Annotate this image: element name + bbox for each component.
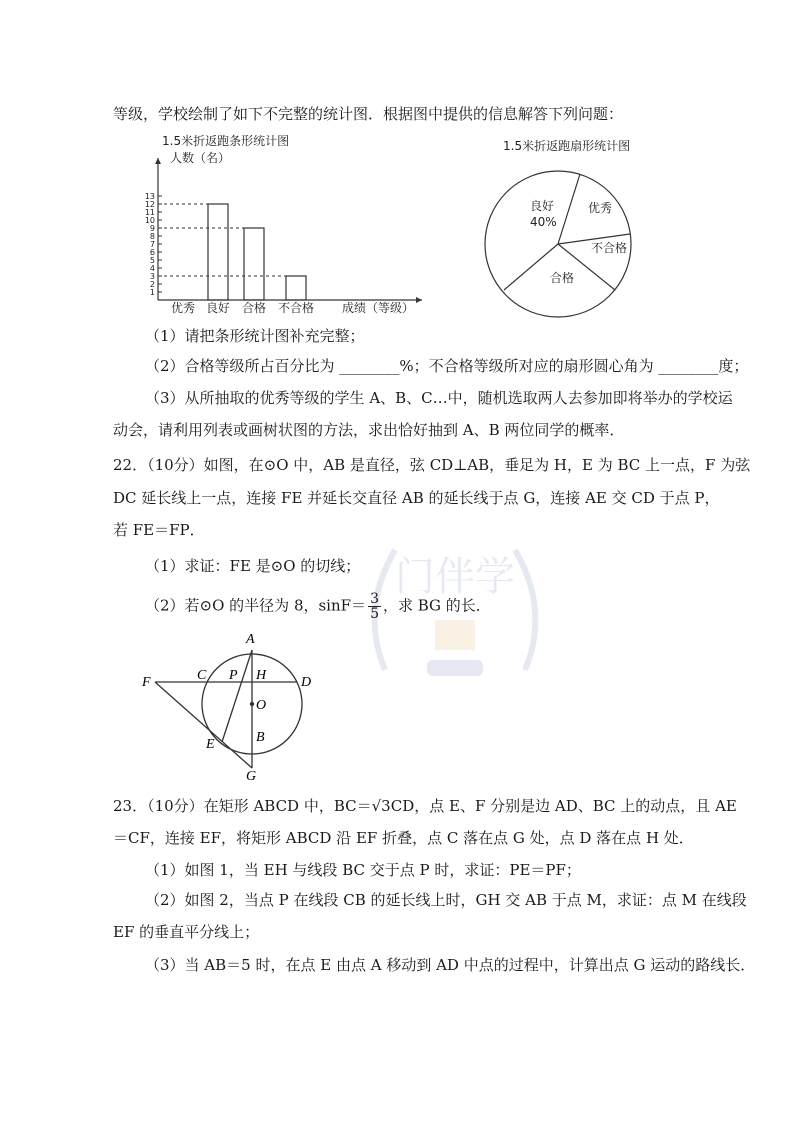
- y-tick-label: 3: [149, 272, 155, 281]
- watermark-text: 门伴学: [395, 554, 515, 600]
- pie-label-pass: 合格: [550, 271, 575, 285]
- y-axis-arrow: [155, 158, 161, 164]
- pie-chart: [470, 130, 650, 320]
- q23-part2-line2: EF 的垂直平分线上；: [113, 923, 260, 941]
- q22-geometry-figure: [140, 628, 330, 783]
- q22-line1: 22．（10分）如图，在⊙O 中，AB 是直径，弦 CD⊥AB，垂足为 H，E 为 BC 上一点，F 为弦: [113, 456, 751, 474]
- bar-chart-title: 1.5米折返跑条形统计图: [162, 134, 290, 148]
- bar-chart-ylabel: 人数（名）: [170, 151, 231, 165]
- intro-text: 等级，学校绘制了如下不完整的统计图．根据图中提供的信息解答下列问题：: [113, 105, 624, 123]
- x-tick-label-良好: 良好: [205, 301, 231, 315]
- y-tick-label: 12: [144, 200, 155, 209]
- y-tick-label: 5: [149, 256, 155, 265]
- x-tick-label-合格: 合格: [241, 301, 267, 315]
- q22-line3: 若 FE＝FP．: [113, 521, 205, 539]
- q23-part2-line1: （2）如图 2，当点 P 在线段 CB 的延长线上时，GH 交 AB 于点 M，求证：点 M 在线段: [145, 891, 747, 909]
- x-tick-label-优秀: 优秀: [170, 301, 196, 315]
- q21-part2: （2）合格等级所占百分比为 ________%；不合格等级所对应的扇形圆心角为 ________度；: [145, 357, 749, 375]
- point-label-c: C: [197, 668, 207, 683]
- y-tick-label: 2: [149, 280, 155, 289]
- bar-不合格: [286, 276, 306, 300]
- point-label-d: D: [301, 675, 312, 690]
- q23-part3: （3）当 AB＝5 时，在点 E 由点 A 移动到 AD 中点的过程中，计算出点 G 运动的路线长．: [145, 956, 756, 974]
- pie-label-excellent: 优秀: [588, 201, 613, 215]
- q22-part2-text-b: ，求 BG 的长．: [382, 596, 491, 615]
- q21-part3-line1: （3）从所抽取的优秀等级的学生 A、B、C…中，随机选取两人去参加即将举办的学校运: [145, 389, 733, 407]
- q23-line2: ＝CF，连接 EF，将矩形 ABCD 沿 EF 折叠，点 C 落在点 G 处，点 D 落在点 H 处．: [113, 829, 694, 847]
- point-label-e: E: [206, 737, 215, 752]
- y-tick-label: 11: [144, 208, 155, 217]
- point-label-g: G: [246, 769, 257, 783]
- q23-part1: （1）如图 1，当 EH 与线段 BC 交于点 P 时，求证：PE＝PF；: [145, 861, 581, 879]
- point-label-b: B: [256, 730, 265, 745]
- y-tick-label: 6: [149, 248, 155, 257]
- q21-part3-line2: 动会，请利用列表或画树状图的方法，求出恰好抽到 A、B 两位同学的概率．: [113, 421, 625, 439]
- bar-合格: [244, 228, 264, 300]
- y-tick-label: 7: [149, 240, 155, 249]
- line-ae: [222, 650, 252, 742]
- bar-良好: [208, 204, 228, 300]
- y-tick-label: 4: [149, 264, 155, 273]
- q22-part2-text-a: （2）若⊙O 的半径为 8，sinF＝: [145, 596, 367, 615]
- point-label-o: O: [256, 698, 267, 713]
- y-tick-label: 10: [144, 216, 155, 225]
- point-label-f: F: [142, 675, 151, 690]
- pie-slice-border-good-excellent: [558, 174, 580, 244]
- bar-chart-xlabel: 成绩（等级）: [342, 301, 415, 315]
- point-label-a: A: [246, 632, 255, 647]
- pie-label-good: 良好: [530, 199, 555, 213]
- x-tick-label-不合格: 不合格: [277, 301, 315, 315]
- q22-line2: DC 延长线上一点，连接 FE 并延长交直径 AB 的延长线于点 G，连接 AE 交 CD 于点 P，: [113, 489, 720, 507]
- pie-label-good-percent: 40%: [530, 215, 557, 229]
- x-axis-arrow: [416, 297, 422, 303]
- point-label-p: P: [229, 668, 238, 683]
- q21-part1: （1）请把条形统计图补充完整；: [145, 327, 365, 345]
- point-label-h: H: [256, 668, 267, 683]
- bar-chart: [140, 128, 440, 328]
- q22-fraction-numerator: 3: [370, 591, 379, 607]
- y-tick-label: 1: [149, 288, 155, 297]
- q22-fraction: [368, 592, 381, 621]
- pie-chart-title: 1.5米折返跑扇形统计图: [503, 139, 631, 153]
- q23-line1: 23．（10分）在矩形 ABCD 中，BC＝√3CD，点 E、F 分别是边 AD、BC 上的动点，且 AE: [113, 797, 737, 815]
- y-tick-label: 13: [144, 192, 155, 201]
- pie-label-fail: 不合格: [591, 241, 628, 255]
- y-tick-label: 9: [149, 224, 155, 233]
- q22-part2: [145, 592, 491, 621]
- center-dot: [250, 702, 254, 706]
- y-tick-label: 8: [149, 232, 155, 241]
- q22-fraction-denominator: 5: [370, 606, 379, 622]
- q22-part1: （1）求证：FE 是⊙O 的切线；: [145, 557, 361, 575]
